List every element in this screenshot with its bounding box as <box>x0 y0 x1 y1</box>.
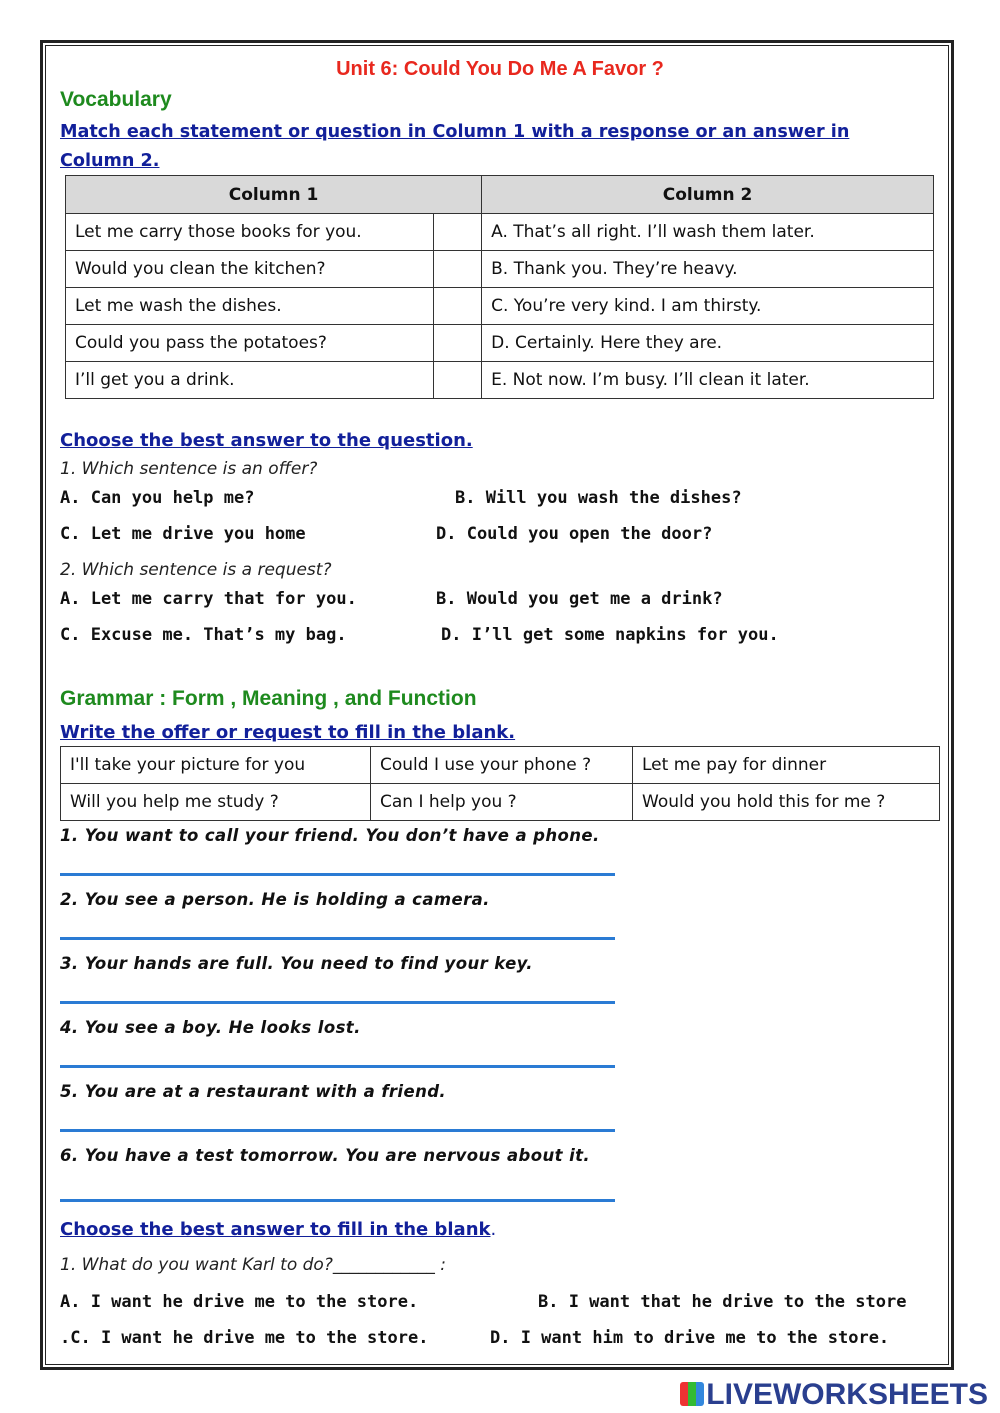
match-table <box>65 175 934 399</box>
match-left-cell: Would you clean the kitchen? <box>66 251 434 288</box>
answer-line-2[interactable] <box>60 937 615 940</box>
situation-1: 1. You want to call your friend. You don’t have a phone. <box>60 826 600 845</box>
phrase-cell: Will you help me study ? <box>61 784 371 821</box>
phrase-cell: Would you hold this for me ? <box>633 784 940 821</box>
q2-option-b[interactable]: B. Would you get me a drink? <box>436 589 723 609</box>
match-answer-cell[interactable] <box>434 362 482 399</box>
fill-option-a[interactable]: A. I want he drive me to the store. <box>60 1292 419 1312</box>
situation-5: 5. You are at a restaurant with a friend. <box>60 1082 447 1101</box>
question-1: 1. Which sentence is an offer? <box>60 459 318 479</box>
grammar-heading: Grammar : Form , Meaning , and Function <box>60 687 477 710</box>
match-instruction-line2: Column 2. <box>60 151 160 171</box>
q2-option-c[interactable]: C. Excuse me. That’s my bag. <box>60 625 347 645</box>
q1-option-b[interactable]: B. Will you wash the dishes? <box>455 488 742 508</box>
situation-4: 4. You see a boy. He looks lost. <box>60 1018 361 1037</box>
match-right-cell: E. Not now. I’m busy. I’ll clean it later. <box>482 362 934 399</box>
grammar-instruction: Write the offer or request to fill in the blank. <box>60 722 516 743</box>
liveworksheets-badge-icon <box>680 1382 704 1406</box>
answer-line-5[interactable] <box>60 1129 615 1132</box>
situation-6: 6. You have a test tomorrow. You are nervous about it. <box>60 1146 591 1165</box>
q1-option-c[interactable]: C. Let me drive you home <box>60 524 306 544</box>
match-answer-cell[interactable] <box>434 288 482 325</box>
match-left-cell: Let me carry those books for you. <box>66 214 434 251</box>
phrase-box <box>60 746 940 821</box>
fill-option-c[interactable]: .C. I want he drive me to the store. <box>60 1328 429 1348</box>
fill-instruction: Choose the best answer to fill in the blank <box>60 1219 491 1240</box>
match-right-cell: B. Thank you. They’re heavy. <box>482 251 934 288</box>
question-2: 2. Which sentence is a request? <box>60 560 332 580</box>
fill-instruction-wrap <box>60 1219 496 1240</box>
answer-line-1[interactable] <box>60 873 615 876</box>
fill-question: 1. What do you want Karl to do?____________ : <box>60 1255 446 1275</box>
q2-option-d[interactable]: D. I’ll get some napkins for you. <box>441 625 779 645</box>
logo-text: LIVEWORKSHEETS <box>706 1378 988 1411</box>
match-instruction-line1: Match each statement or question in Column 1 with a response or an answer in <box>60 122 850 142</box>
match-left-cell: Let me wash the dishes. <box>66 288 434 325</box>
page-title: Unit 6: Could You Do Me A Favor ? <box>336 58 664 80</box>
fill-option-b[interactable]: B. I want that he drive to the store <box>538 1292 907 1312</box>
q1-option-a[interactable]: A. Can you help me? <box>60 488 255 508</box>
q2-option-a[interactable]: A. Let me carry that for you. <box>60 589 357 609</box>
answer-line-4[interactable] <box>60 1065 615 1068</box>
vocabulary-heading: Vocabulary <box>60 88 172 111</box>
match-left-cell: I’ll get you a drink. <box>66 362 434 399</box>
fill-instruction-period: . <box>490 1219 497 1240</box>
match-right-cell: D. Certainly. Here they are. <box>482 325 934 362</box>
situation-2: 2. You see a person. He is holding a camera. <box>60 890 490 909</box>
match-right-cell: A. That’s all right. I’ll wash them later. <box>482 214 934 251</box>
match-left-cell: Could you pass the potatoes? <box>66 325 434 362</box>
phrase-cell: Let me pay for dinner <box>633 747 940 784</box>
match-answer-cell[interactable] <box>434 251 482 288</box>
column-2-header: Column 2 <box>482 176 934 214</box>
choose-instruction: Choose the best answer to the question. <box>60 430 473 451</box>
answer-line-3[interactable] <box>60 1001 615 1004</box>
situation-3: 3. Your hands are full. You need to find your key. <box>60 954 533 973</box>
phrase-cell: I'll take your picture for you <box>61 747 371 784</box>
match-answer-cell[interactable] <box>434 214 482 251</box>
q1-option-d[interactable]: D. Could you open the door? <box>436 524 713 544</box>
match-answer-cell[interactable] <box>434 325 482 362</box>
answer-line-6[interactable] <box>60 1199 615 1202</box>
phrase-cell: Could I use your phone ? <box>371 747 633 784</box>
match-right-cell: C. You’re very kind. I am thirsty. <box>482 288 934 325</box>
column-1-header: Column 1 <box>66 176 482 214</box>
liveworksheets-logo[interactable] <box>680 1378 988 1412</box>
phrase-cell: Can I help you ? <box>371 784 633 821</box>
fill-option-d[interactable]: D. I want him to drive me to the store. <box>490 1328 890 1348</box>
